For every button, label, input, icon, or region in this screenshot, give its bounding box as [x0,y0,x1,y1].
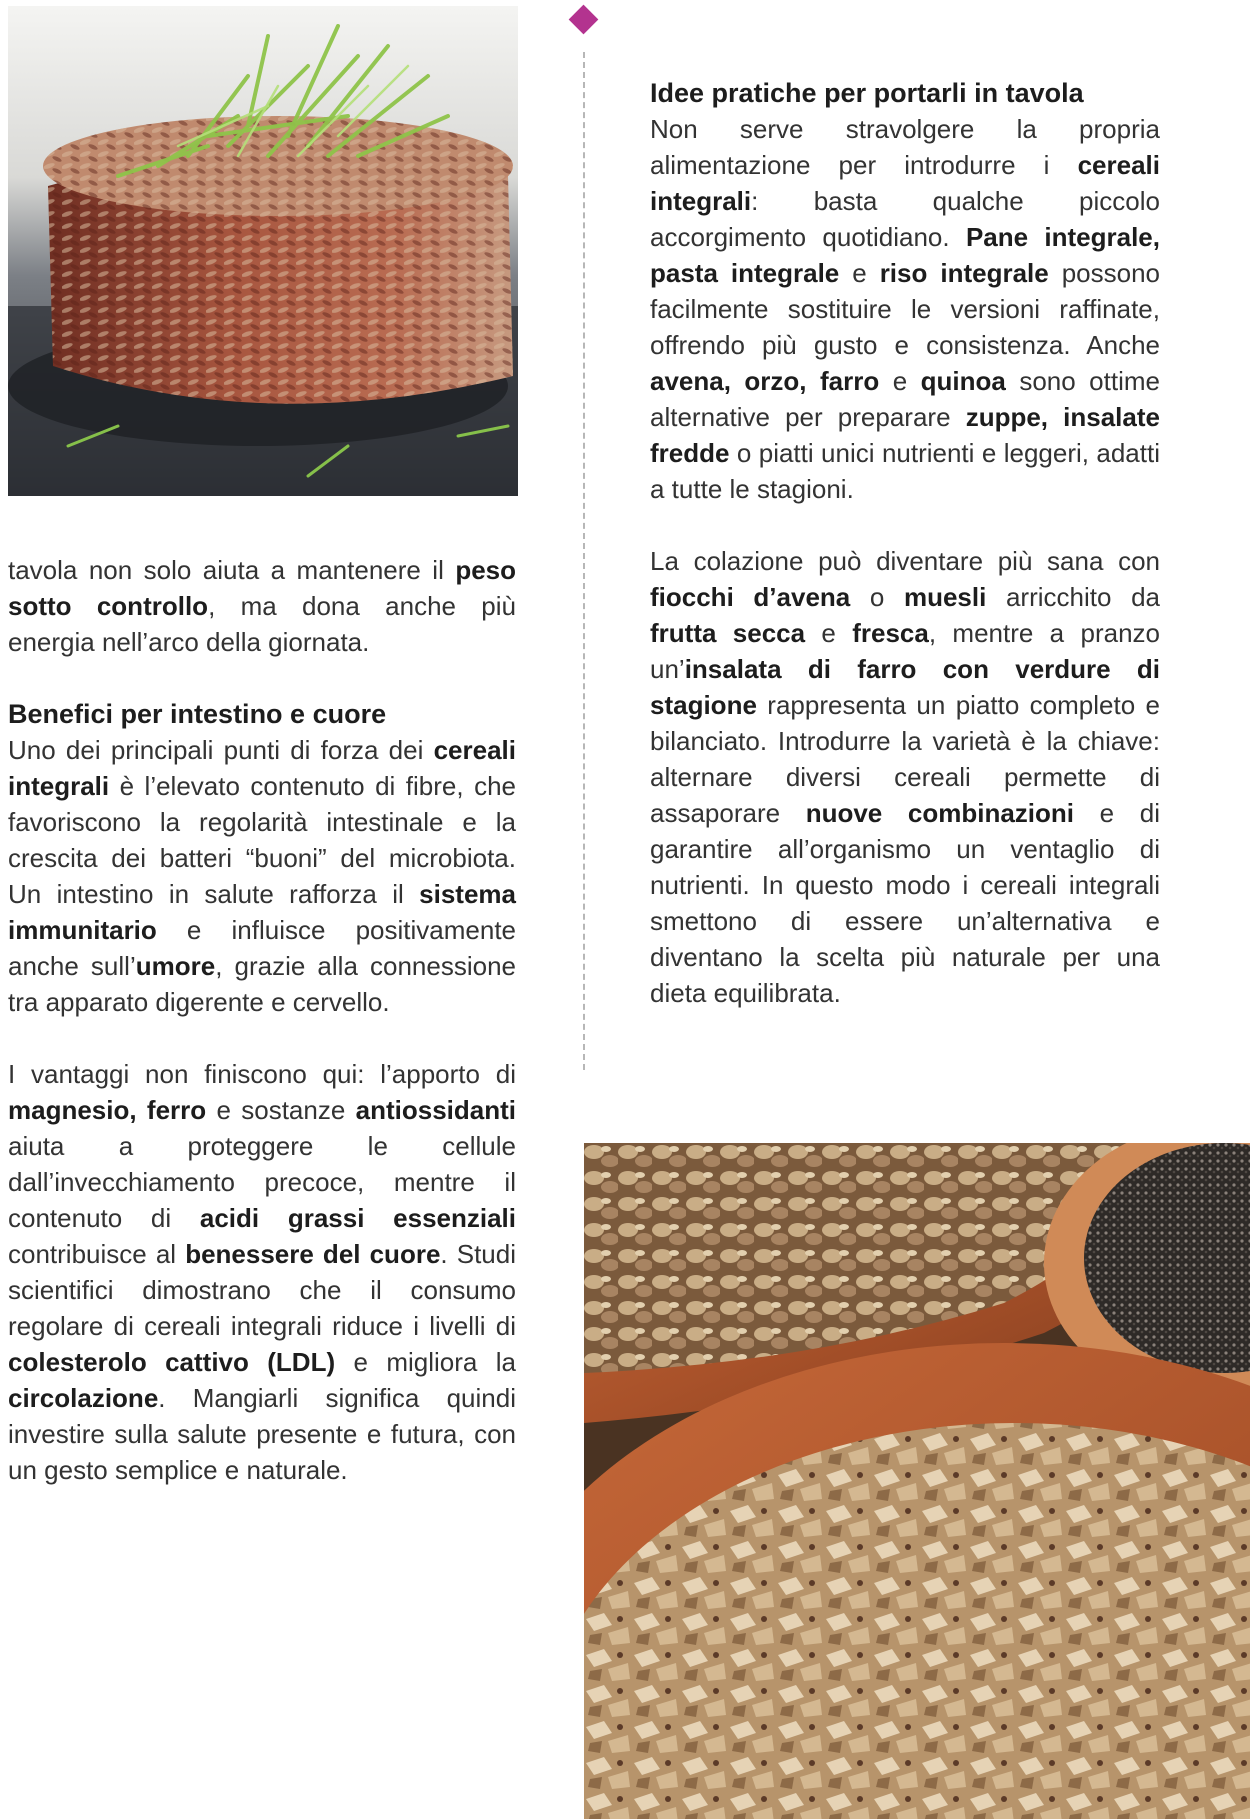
text-run: aiuta a proteggere le cellule dall’invecchiamento precoce, mentre il contenuto di [8,1131,516,1233]
bold-text-run: muesli [903,582,987,612]
heading-idee-pratiche: Idee pratiche per portarli in tavola [650,78,1084,108]
text-run: e [839,258,880,288]
text-run: Uno dei principali punti di forza dei [8,735,434,765]
bold-text-run: Pane integrale, pasta integrale [650,222,1160,288]
bold-text-run: fiocchi d’avena [650,582,851,612]
text-run: o piatti unici nutrienti e leggeri, adatti a tutte le stagioni. [650,438,1160,504]
text-run: sono ottime alternative per preparare [650,366,1160,432]
bold-text-run: acidi grassi essenziali [199,1203,517,1233]
bold-text-run: avena, orzo, farro [650,366,880,396]
text-run: Non serve stravolgere la propria alimentazione per introdurre i [650,114,1160,180]
text-run: tavola non solo aiuta a mantenere il [8,555,456,585]
text-run: e sostanze [206,1095,356,1125]
left-paragraph-intro [8,552,516,660]
rice-timbale-illustration [8,6,518,496]
bold-text-run: antiossidanti [355,1095,516,1125]
right-paragraph-idee [650,111,1160,507]
bold-text-run: riso integrale [879,258,1049,288]
bold-text-run: magnesio, ferro [8,1095,207,1125]
bold-text-run: cereali integrali [650,150,1160,216]
text-run: La colazione può diventare più sana con [650,546,1160,576]
bold-text-run: colesterolo cattivo (LDL) [8,1347,336,1377]
bold-text-run: nuove combinazioni [805,798,1075,828]
grain-bowls-illustration [584,1143,1250,1819]
right-paragraph-colazione [650,543,1160,1011]
text-run: , ma dona anche più energia nell’arco della giornata. [8,591,516,657]
bold-text-run: sistema immunitario [8,879,516,945]
left-paragraph-vantaggi [8,1056,516,1488]
left-paragraph-fibre [8,732,516,1020]
right-column [650,75,1160,1047]
column-divider [583,52,585,1070]
text-run: . Mangiarli significa quindi investire sulla salute presente e futura, con un gesto semplice e naturale. [8,1383,516,1485]
rice-timbale-photo [8,6,518,496]
text-run: . Studi scientifici dimostrano che il consumo regolare di cereali integrali riduce i livelli di [8,1239,516,1341]
accent-diamond [569,5,599,35]
text-run: , mentre a pranzo un’ [650,618,1160,684]
text-run: : basta qualche piccolo accorgimento quotidiano. [650,186,1160,252]
bold-text-run: umore [135,951,216,981]
left-column [8,552,516,1524]
grain-bowls-photo [584,1143,1250,1819]
bold-text-run: insalata di farro con verdure di stagione [650,654,1160,720]
text-run: arricchito da [986,582,1160,612]
bold-text-run: zuppe, insalate fredde [650,402,1160,468]
text-run: e di garantire all’organismo un ventaglio di nutrienti. In questo modo i cereali integrali smettono di essere un’alternativa e diventano la scelta più naturale per una dieta equilibrata. [650,798,1160,1008]
text-run: , grazie alla connessione tra apparato digerente e cervello. [8,951,516,1017]
text-run: o [850,582,904,612]
bold-text-run: quinoa [920,366,1006,396]
heading-intestino-cuore: Benefici per intestino e cuore [8,699,387,729]
bold-text-run: benessere del cuore [185,1239,441,1269]
text-run: e [805,618,853,648]
text-run: e influisce positivamente anche sull’ [8,915,516,981]
bold-text-run: cereali integrali [8,735,516,801]
text-run: è l’elevato contenuto di fibre, che favoriscono la regolarità intestinale e la crescita dei batteri “buoni” del microbiota. Un intestino in salute rafforza il [8,771,516,909]
text-run: e migliora la [335,1347,516,1377]
text-run: possono facilmente sostituire le versioni raffinate, offrendo più gusto e consistenza. Anche [650,258,1160,360]
text-run: rappresenta un piatto completo e bilanciato. Introdurre la varietà è la chiave: alternare diversi cereali permette di assaporare [650,690,1160,828]
text-run: I vantaggi non finiscono qui: l’apporto di [8,1059,516,1089]
bold-text-run: peso sotto controllo [8,555,516,621]
bold-text-run: frutta secca [650,618,806,648]
text-run: e [879,366,921,396]
bold-text-run: fresca [852,618,929,648]
bold-text-run: circolazione [8,1383,159,1413]
text-run: contribuisce al [8,1239,186,1269]
